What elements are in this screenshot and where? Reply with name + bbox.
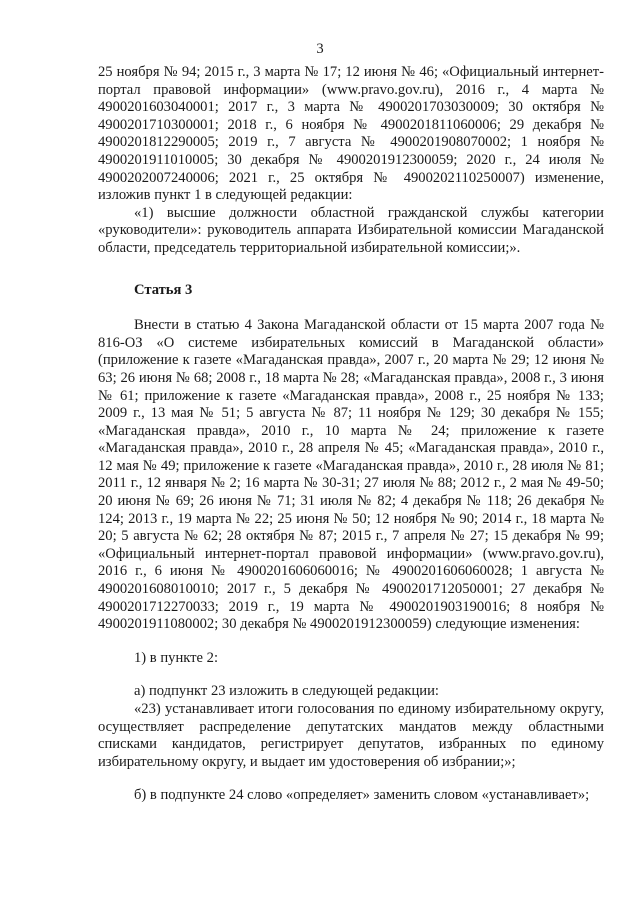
article-heading: Статья 3 bbox=[134, 281, 193, 298]
list-item-point-2: 1) в пункте 2: bbox=[134, 649, 219, 666]
amendment-paragraph-continuation: 25 ноября № 94; 2015 г., 3 марта № 17; 12 июня № 46; «Официальный интернет-портал правовой информации» (www.pravo.gov.ru), 2016 г., 4 марта № 4900201603040001; 2017 г., 3 марта № 4900201703030009; 30 октября № 4900201710300001; 2018 г., 6 ноября № 4900201811060006; 29 декабря № 4900201812290005; 2019 г., 7 августа № 4900201908070002; 1 ноября № 4900201911010005; 30 декабря № 4900201912300059; 2020 г., 24 июля № 4900202007240006; 2021 г., 25 октября № 4900202110250007) изменение, изложив пункт 1 в следующей редакции: bbox=[98, 64, 604, 204]
document-body bbox=[98, 64, 604, 805]
article-3-intro-paragraph: Внести в статью 4 Закона Магаданской области от 15 марта 2007 года № 816-ОЗ «О системе избирательных комиссий в Магаданской области» (приложение к газете «Магаданская правда», 2007 г., 20 марта № 29; 12 июня № 63; 26 июня № 68; 2008 г., 18 марта № 28; «Магаданская правда», 2008 г., 3 июня № 61; приложение к газете «Магаданская правда», 2008 г., 25 ноября № 133; 2009 г., 13 мая № 51; 5 августа № 87; 11 ноября № 129; 30 декабря № 155; «Магаданская правда», 2010 г., 10 марта № 24; приложение к газете «Магаданская правда», 2010 г., 28 апреля № 45; «Магаданская правда», 2010 г., 12 мая № 49; приложение к газете «Магаданская правда», 2010 г., 28 июля № 81; 2011 г., 12 января № 2; 16 марта № 30-31; 27 июля № 88; 2012 г., 2 мая № 49-50; 20 июня № 69; 26 июня № 71; 31 июля № 82; 4 декабря № 118; 26 декабря № 124; 2013 г., 19 марта № 22; 25 июня № 50; 12 ноября № 90; 2014 г., 18 марта № 20; 5 августа № 62; 28 октября № 87; 2015 г., 7 апреля № 27; 15 декабря № 99; «Официальный интернет-портал правовой информации» (www.pravo.gov.ru), 2016 г., 6 июня № 4900201606060016; № 4900201606060028; 1 августа № 4900201608010010; 2017 г., 5 декабря № 4900201712050001; 27 декабря № 4900201712270033; 2019 г., 19 марта № 4900201903190016; 8 ноября № 4900201911080002; 30 декабря № 4900201912300059) следующие изменения: bbox=[98, 317, 604, 633]
quoted-new-wording-point-1: «1) высшие должности областной гражданской службы категории «руководители»: руководитель аппарата Избирательной комиссии Магаданской области, председатель территориальной избирательной комиссии;». bbox=[98, 204, 604, 256]
list-item-subpoint-a: а) подпункт 23 изложить в следующей редакции: bbox=[134, 683, 439, 700]
page-number: 3 bbox=[316, 41, 324, 57]
list-item-subpoint-b: б) в подпункте 24 слово «определяет» заменить словом «устанавливает»; bbox=[134, 787, 590, 804]
quoted-new-wording-subpoint-23: «23) устанавливает итоги голосования по единому избирательному округу, осуществляет распределение депутатских мандатов между областными списками кандидатов, регистрирует депутатов, избранных по единому избирательному округу, и выдает им удостоверения об избрании;»; bbox=[98, 701, 604, 770]
